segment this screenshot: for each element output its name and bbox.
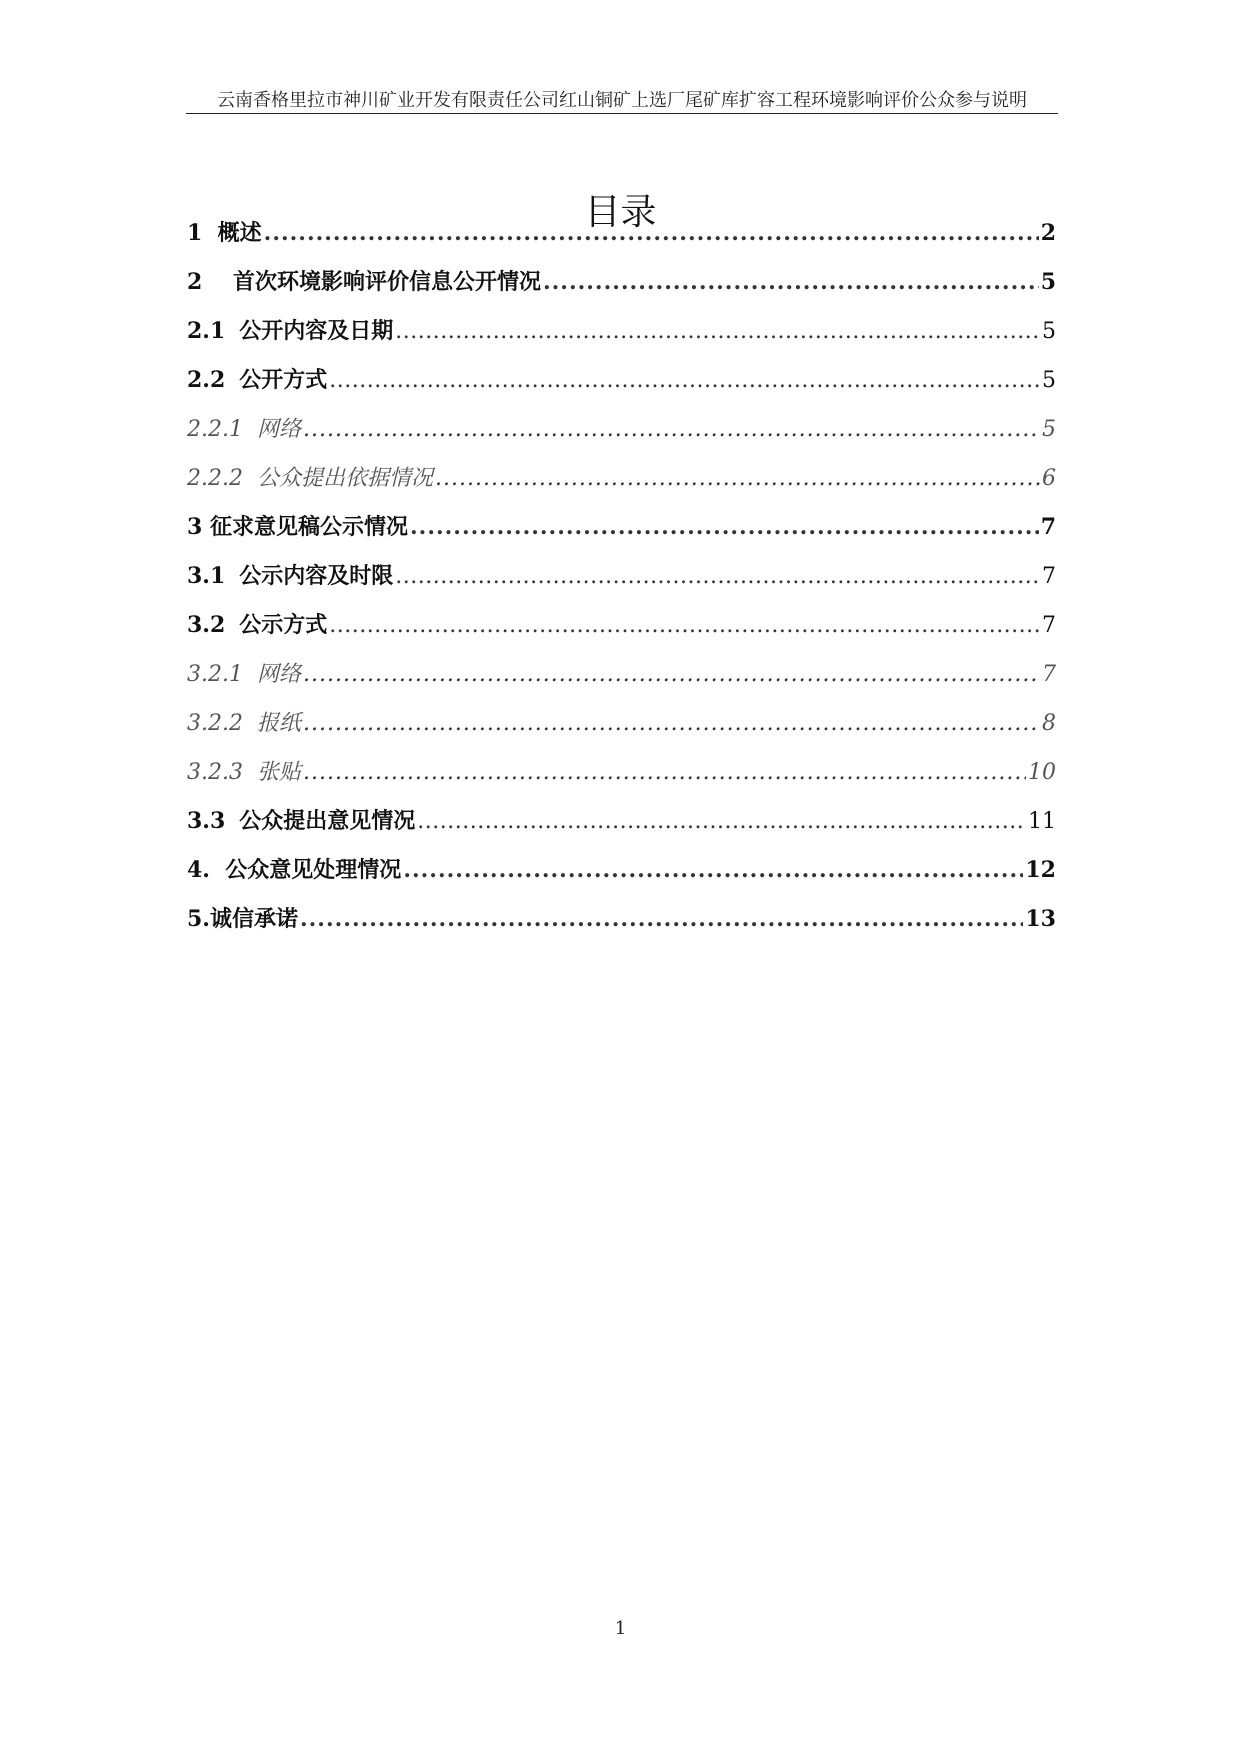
toc-entry[interactable]	[187, 363, 1056, 412]
toc-leader-dots	[435, 466, 1040, 491]
toc-entry-number: 3.2	[187, 612, 226, 638]
toc-leader-dots	[264, 220, 1039, 246]
toc-entry-title: 公众提出意见情况	[239, 808, 416, 834]
toc-entry-label	[187, 559, 393, 590]
toc-entry[interactable]	[187, 461, 1056, 510]
toc-entry-page: 5	[1042, 417, 1056, 442]
toc-entry-title: 公开方式	[239, 367, 328, 393]
toc-entry-title: 公开内容及日期	[239, 318, 394, 344]
toc-entry[interactable]	[187, 265, 1056, 314]
toc-entry-label	[187, 657, 301, 688]
toc-entry-label	[187, 804, 415, 835]
toc-entry-page: 6	[1042, 466, 1056, 491]
toc-entry-page: 7	[1042, 613, 1056, 638]
toc-leader-dots	[329, 368, 1040, 393]
toc-entry-number: 2.2.2	[187, 466, 243, 491]
toc-entry-title: 首次环境影响评价信息公开情况	[232, 269, 541, 295]
toc-entry-page: 11	[1028, 809, 1056, 834]
toc-entry[interactable]	[187, 216, 1056, 265]
toc-entry-title: 网络	[256, 417, 301, 442]
toc-entry-label	[187, 755, 301, 786]
toc-leader-dots	[417, 809, 1026, 834]
toc-entry-label	[187, 461, 433, 492]
toc-entry-title: 征求意见稿公示情况	[209, 514, 408, 540]
toc-leader-dots	[303, 711, 1040, 736]
toc-entry-label	[187, 216, 262, 247]
toc-entry-number: 2.2	[187, 367, 226, 393]
toc-entry[interactable]	[187, 853, 1056, 902]
toc-entry-page: 7	[1042, 564, 1056, 589]
toc-entry-title: 报纸	[256, 711, 301, 736]
toc-leader-dots	[395, 564, 1040, 589]
toc-entry[interactable]	[187, 412, 1056, 461]
toc-entry-number: 3.1	[187, 563, 226, 589]
toc-entry-page: 7	[1042, 662, 1056, 687]
toc-entry[interactable]	[187, 706, 1056, 755]
toc-entry[interactable]	[187, 559, 1056, 608]
header-rule	[186, 113, 1058, 114]
toc-entry-page: 8	[1042, 711, 1056, 736]
toc-entry[interactable]	[187, 755, 1056, 804]
toc-entry-page: 12	[1025, 857, 1056, 883]
toc-leader-dots	[403, 857, 1023, 883]
toc-entry-number: 4.	[187, 857, 210, 883]
toc-entry-label	[187, 510, 408, 541]
toc-leader-dots	[410, 514, 1039, 540]
toc-entry-number: 3.3	[187, 808, 226, 834]
toc-leader-dots	[303, 662, 1040, 687]
toc-entry-title: 公示内容及时限	[239, 563, 394, 589]
toc-entry-title: 张贴	[256, 760, 301, 785]
toc-entry-title: 网络	[256, 662, 301, 687]
page-number: 1	[614, 1618, 627, 1639]
toc-entry-label	[187, 412, 301, 443]
toc-entry[interactable]	[187, 608, 1056, 657]
toc-entry-page: 7	[1040, 514, 1056, 540]
toc-leader-dots	[543, 269, 1039, 295]
toc-entry-page: 10	[1028, 760, 1056, 785]
toc-entry[interactable]	[187, 657, 1056, 706]
toc-leader-dots	[300, 906, 1023, 932]
toc-entry-label	[187, 608, 327, 639]
toc-entry-number: 1	[187, 220, 203, 246]
toc-leader-dots	[329, 613, 1040, 638]
toc-entry-title: 概述	[217, 220, 262, 246]
toc-entry-number: 3.2.1	[187, 662, 243, 687]
toc-entry-title: 公众提出依据情况	[256, 466, 433, 491]
toc-entry[interactable]	[187, 314, 1056, 363]
toc-leader-dots	[395, 319, 1040, 344]
toc-entry-label	[187, 706, 301, 737]
toc-entry[interactable]	[187, 804, 1056, 853]
toc-entry-label	[187, 363, 327, 394]
toc-entry-title: 诚信承诺	[209, 906, 298, 932]
toc-leader-dots	[303, 760, 1026, 785]
toc-entry-title: 公众意见处理情况	[225, 857, 402, 883]
page-title: 目录	[584, 192, 657, 234]
toc-entry-number: 3.2.2	[187, 711, 243, 736]
toc-entry-number: 5.	[187, 906, 210, 932]
toc-entry-number: 3	[187, 514, 203, 540]
toc-entry[interactable]	[187, 510, 1056, 559]
table-of-contents	[187, 216, 1056, 951]
toc-entry-page: 2	[1040, 220, 1056, 246]
toc-entry-page: 13	[1025, 906, 1056, 932]
toc-entry-number: 2	[187, 269, 203, 295]
toc-entry-label	[187, 314, 393, 345]
toc-entry-page: 5	[1040, 269, 1056, 295]
toc-entry-title: 公示方式	[239, 612, 328, 638]
toc-entry-number: 2.2.1	[187, 417, 243, 442]
toc-entry-page: 5	[1042, 368, 1056, 393]
toc-leader-dots	[303, 417, 1040, 442]
toc-entry-label	[187, 853, 401, 884]
toc-entry[interactable]	[187, 902, 1056, 951]
toc-entry-number: 2.1	[187, 318, 226, 344]
toc-entry-number: 3.2.3	[187, 760, 243, 785]
toc-entry-page: 5	[1042, 319, 1056, 344]
toc-entry-label	[187, 265, 541, 296]
running-header: 云南香格里拉市神川矿业开发有限责任公司红山铜矿上选厂尾矿库扩容工程环境影响评价公众参与说明	[217, 90, 1027, 111]
toc-entry-label	[187, 902, 298, 933]
